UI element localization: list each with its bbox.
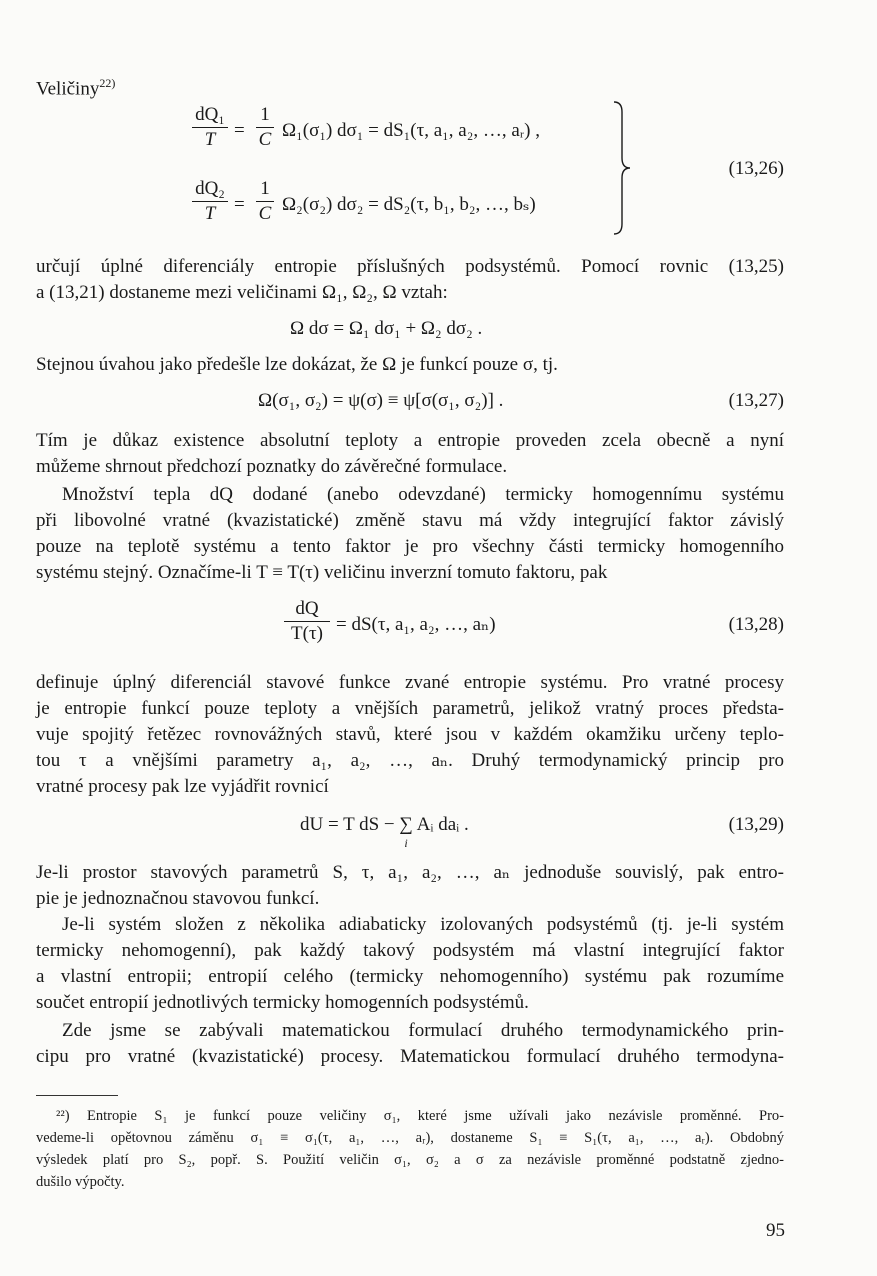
equation-number-13-28: (13,28): [728, 614, 784, 635]
footnote-line-2: vedeme-li opětovnou záměnu σ₁ ≡ σ₁(τ, a₁, …, aᵣ), dostaneme S₁ ≡ S₁(τ, a₁, …, aᵣ). Obdobný: [36, 1130, 784, 1146]
p4-line-4: systému stejný. Označíme-li T ≡ T(τ) veličinu inverzní tomuto faktoru, pak: [36, 562, 608, 583]
equation-13-27: Ω(σ₁, σ₂) = ψ(σ) ≡ ψ[σ(σ₁, σ₂)] .: [258, 390, 504, 411]
equation-omega: Ω dσ = Ω₁ dσ₁ + Ω₂ dσ₂ .: [290, 318, 483, 339]
equation-number-13-26: (13,26): [728, 158, 784, 179]
eq2-fraction: dQ₂ T: [192, 178, 228, 225]
eq1-coef: 1 C: [256, 104, 274, 151]
footnote-line-3: výsledek platí pro S₂, popř. S. Použití veličin σ₁, σ₂ a σ za nezávisle proměnné podstatně zjedno-: [36, 1152, 784, 1168]
p2-line: Stejnou úvahou jako předešle lze dokázat, že Ω je funkcí pouze σ, tj.: [36, 354, 558, 375]
section-lead: [36, 70, 784, 102]
p4-line-1: Množství tepla dQ dodané (anebo odevzdané) termicky homogennímu systému: [62, 484, 784, 505]
p3-line-2: můžeme shrnout předchozí poznatky do závěrečné formulace.: [36, 456, 508, 477]
p7-line-2: termicky nehomogenní), pak každý takový podsystém má vlastní integrující faktor: [36, 940, 784, 961]
eq1-fraction: dQ₁ T: [192, 104, 228, 151]
p5-line-2: je entropie funkcí pouze teploty a vnějších parametrů, jelikož vratný proces předsta-: [36, 698, 784, 719]
p7-line-4: součet entropií jednotlivých termicky homogenních podsystémů.: [36, 992, 529, 1013]
p4-line-2: při libovolné vratné (kvazistatické) změně stavu má vždy integrující faktor závislý: [36, 510, 784, 531]
p1-line-1: určují úplné diferenciály entropie příslušných podsystémů. Pomocí rovnic (13,25): [36, 256, 784, 277]
p7-line-3: a vlastní entropii; entropií celého (termicky nehomogenního) systému pak rozumíme: [36, 966, 784, 987]
p1-line-2: a (13,21) dostaneme mezi veličinami Ω₁, Ω₂, Ω vztah:: [36, 282, 448, 303]
p8-line-2: cipu pro vratné (kvazistatické) procesy. Matematickou formulací druhého termodyna-: [36, 1046, 784, 1067]
right-brace: [612, 100, 632, 236]
p5-line-4: tou τ a vnějšími parametry a₁, a₂, …, aₙ. Druhý termodynamický princip pro: [36, 750, 784, 771]
eq-13-28-rest: = dS(τ, a₁, a₂, …, aₙ): [336, 614, 496, 635]
p6-line-1: Je-li prostor stavových parametrů S, τ, a₁, a₂, …, aₙ jednoduše souvislý, pak entro-: [36, 862, 784, 883]
p5-line-1: definuje úplný diferenciál stavové funkce zvané entropie systému. Pro vratné procesy: [36, 672, 784, 693]
footnote-line-1: ²²) Entropie S₁ je funkcí pouze veličiny σ₁, které jsme užívali jako nezávisle proměnné. Pro-: [56, 1108, 784, 1124]
book-page: Veličiny$^{22)}$ dQ₁ T = 1 C Ω₁(σ₁) dσ₁ = dS₁(τ, a₁, a₂, …, aᵣ) , dQ₂ T = 1 C Ω₂(σ₂) dσ₂ = dS₂(τ, b₁, b₂, …, bₛ) (13,26) určují úplné diferenciály entropie příslušných podsystémů. Pomocí rovnic (13,25) a (13,21) dostaneme mezi veličinami Ω₁, Ω₂, Ω vztah: Ω dσ = Ω₁ dσ₁ + Ω₂ dσ₂ . Stejnou úvahou jako předešle lze dokázat, že Ω je funkcí pouze σ, tj. Ω(σ₁, σ₂) = ψ(σ) ≡ ψ[σ(σ₁, σ₂)] . (13,27) Tím je důkaz existence absolutní teploty a entropie proveden zcela obecně a nyní můžeme shrnout předchozí poznatky do závěrečné formulace. Množství tepla dQ dodané (anebo odevzdané) termicky homogennímu systému při libovolné vratné (kvazistatické) změně stavu má vždy integrující faktor závislý pouze na teplotě systému a tento faktor je pro všechny části termicky homogenního systému stejný. Označíme-li T ≡ T(τ) veličinu inverzní tomuto faktoru, pak dQ T(τ) = dS(τ, a₁, a₂, …, aₙ) (13,28) definuje úplný diferenciál stavové funkce zvané entropie systému. Pro vratné procesy je entropie funkcí pouze teploty a vnějších parametrů, jelikož vratný proces předsta- vuje spojitý řetězec rovnovážných stavů, které jsou v každém okamžiku určeny teplo- tou τ a vnějšími parametry a₁, a₂, …, aₙ. Druhý termodynamický princip pro vratné procesy pak lze vyjádřit rovnicí dU = T dS − ∑ i Aᵢ daᵢ . (13,29) Je-li prostor stavových parametrů S, τ, a₁, a₂, …, aₙ jednoduše souvislý, pak entro- pie je jednoznačnou stavovou funkcí. Je-li systém složen z několika adiabaticky izolovaných podsystémů (tj. je-li systém termicky nehomogenní), pak každý takový podsystém má vlastní integrující faktor a vlastní entropii; entropií celého (termicky nehomogenního) systému pak rozumíme součet entropií jednotlivých termicky homogenních podsystémů. Zde jsme se zabývali matematickou formulací druhého termodynamického prin- cipu pro vratné (kvazistatické) procesy. Matematickou formulací druhého termodyna- ²²) Entropie S₁ je funkcí pouze veličiny σ₁, které jsme užívali jako nezávisle proměnné. Pro- vedeme-li opětovnou záměnu σ₁ ≡ σ₁(τ, a₁, …, aᵣ), dostaneme S₁ ≡ S₁(τ, a₁, …, aᵣ). Obdobný výsledek platí pro S₂, popř. S. Použití veličin σ₁, σ₂ a σ za nezávisle proměnné podstatně zjedno- dušilo výpočty. 95: [0, 0, 877, 1276]
eq2-rest: Ω₂(σ₂) dσ₂ = dS₂(τ, b₁, b₂, …, bₛ): [282, 194, 536, 215]
footnote-ref[interactable]: 22): [99, 76, 116, 90]
equation-number-13-27: (13,27): [728, 390, 784, 411]
p4-line-3: pouze na teplotě systému a tento faktor je pro všechny části termicky homogenního: [36, 536, 784, 557]
equation-13-29: dU = T dS − ∑ i Aᵢ daᵢ .: [300, 814, 469, 850]
footnote-rule: [36, 1095, 118, 1096]
p7-line-1: Je-li systém složen z několika adiabaticky izolovaných podsystémů (tj. je-li systém: [62, 914, 784, 935]
eq-13-28-fraction: dQ T(τ): [284, 598, 330, 645]
p5-line-5: vratné procesy pak lze vyjádřit rovnicí: [36, 776, 329, 797]
p6-line-2: pie je jednoznačnou stavovou funkcí.: [36, 888, 320, 909]
eq2-coef: 1 C: [256, 178, 274, 225]
page-number: 95: [766, 1220, 785, 1241]
equation-number-13-29: (13,29): [728, 814, 784, 835]
p5-line-3: vuje spojitý řetězec rovnovážných stavů, které jsou v každém okamžiku určeny teplo-: [36, 724, 784, 745]
p3-line-1: Tím je důkaz existence absolutní teploty a entropie proveden zcela obecně a nyní: [36, 430, 784, 451]
eq1-rest: Ω₁(σ₁) dσ₁ = dS₁(τ, a₁, a₂, …, aᵣ) ,: [282, 120, 540, 141]
lead-label: Veličiny: [36, 78, 100, 100]
footnote-line-4: dušilo výpočty.: [36, 1174, 125, 1190]
p8-line-1: Zde jsme se zabývali matematickou formulací druhého termodynamického prin-: [62, 1020, 784, 1041]
